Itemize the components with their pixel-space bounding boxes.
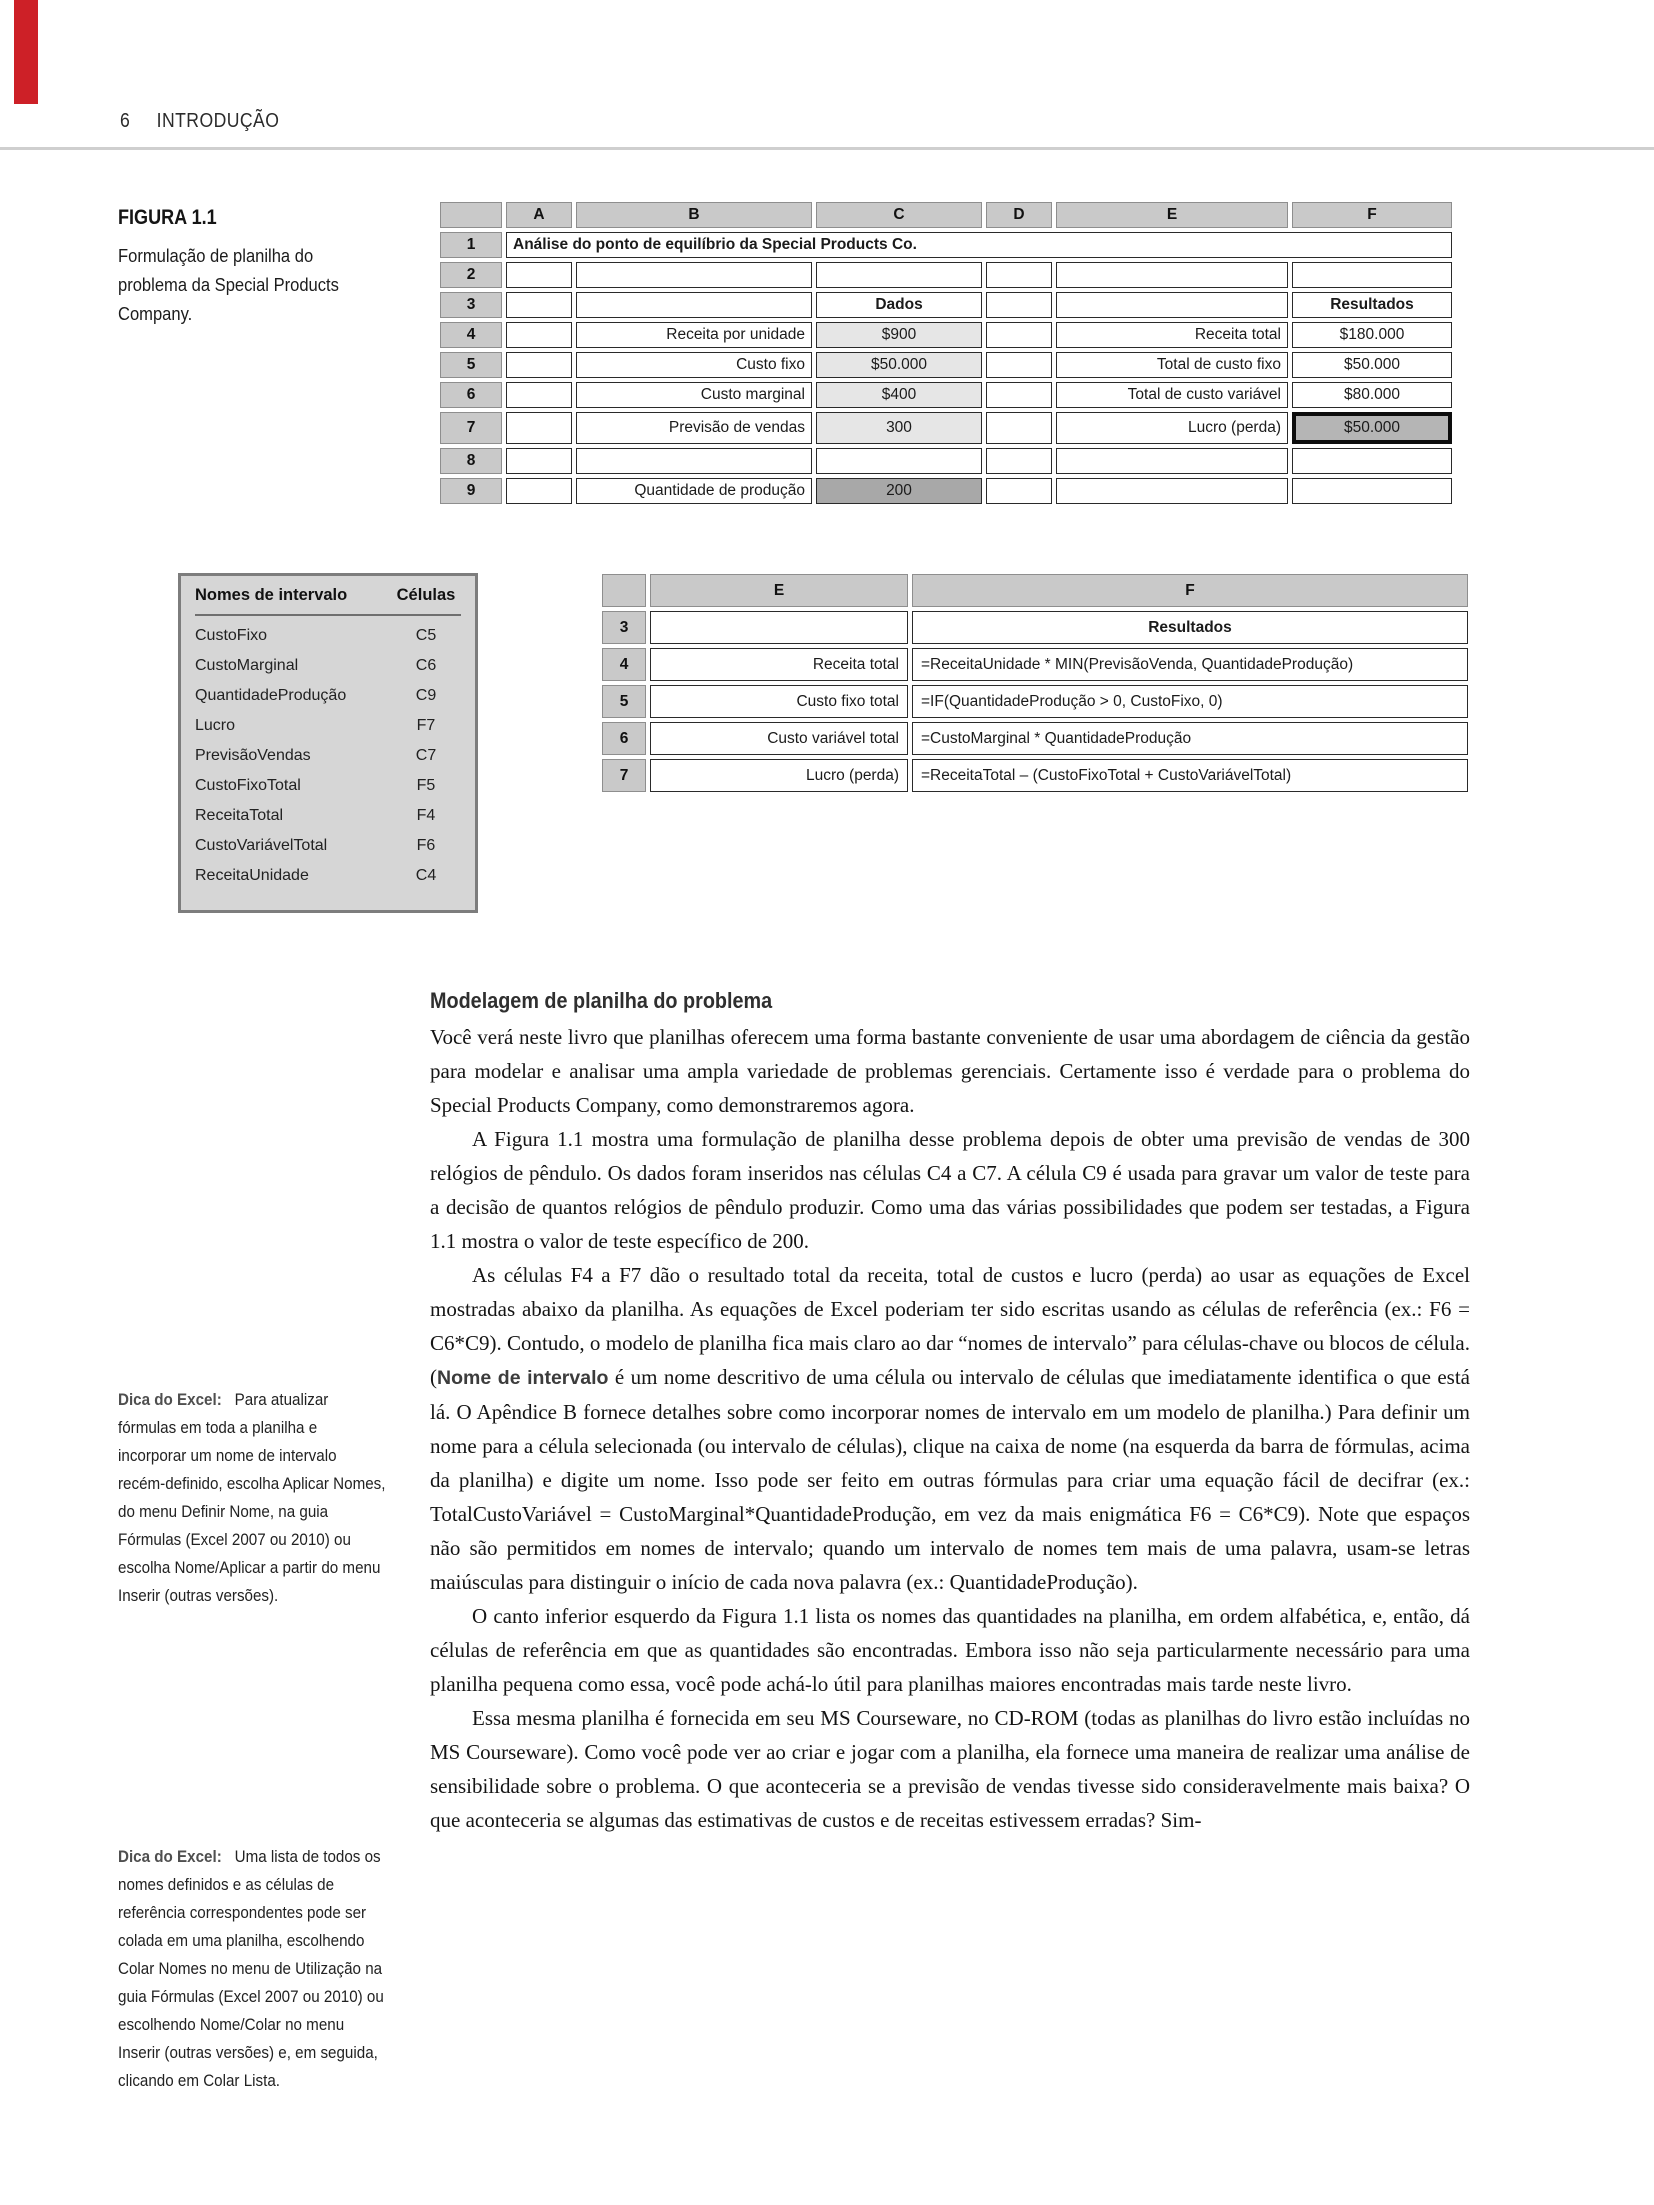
paragraph-3-lead: As células F4 a F7 dão o resultado total da receita, total de custos e lucro (perda) ao usar as equações de Excel mostradas abaixo da planilha. As equações de Excel poderiam ter sido escritas usando as células de referência (ex.: F6 = C6*C9). Contudo, o modelo de planilha fica mais claro ao dar “nomes de intervalo” para células-chave ou blocos de célula. ( [430,1263,1470,1389]
row-header-2: 2 [440,262,502,288]
col-header-D: D [986,202,1052,228]
range-name: CustoFixo [195,627,268,644]
cell-B5: Custo fixo [576,352,812,378]
range-name: Lucro [195,717,236,734]
cell-B7: Previsão de vendas [576,412,812,444]
formula-col-header-F: F [912,574,1468,607]
cell-E6: Total de custo variável [1056,382,1288,408]
cell-D7 [986,412,1052,444]
range-name: CustoVariávelTotal [195,837,328,854]
col-header-E: E [1056,202,1288,228]
page-edge-tab [14,0,38,104]
range-name-row [195,621,461,651]
row-header-6: 6 [440,382,502,408]
formula-cell-F5: =IF(QuantidadeProdução > 0, CustoFixo, 0) [912,685,1468,718]
range-name-row [195,681,461,711]
range-name-row [195,831,461,861]
row-header-3: 3 [440,292,502,318]
range-names-title: Nomes de intervalo [195,586,348,604]
cell-A3 [506,292,572,318]
cell-F4: $180.000 [1292,322,1452,348]
cell-A2 [506,262,572,288]
range-name: PrevisãoVendas [195,747,311,764]
cell-C7: 300 [816,412,982,444]
formula-cell-E6: Custo variável total [650,722,908,755]
formula-row-header-7: 7 [602,759,646,792]
cell-title-A1: Análise do ponto de equilíbrio da Special Products Co. [506,232,1452,258]
formula-table [598,570,1472,796]
range-name: CustoFixoTotal [195,777,301,794]
paragraph-4: O canto inferior esquerdo da Figura 1.1 lista os nomes das quantidades na planilha, em ordem alfabética, e, então, dá células de referência em que as quantidades são encontradas. Embora isso não seja particularmente necessário para uma planilha pequena como essa, você pode achá-lo útil para planilhas maiores encontradas mais tarde neste livro. [430,1604,1470,1696]
cell-D3 [986,292,1052,318]
cell-E4: Receita total [1056,322,1288,348]
cell-A7 [506,412,572,444]
excel-tip-text: Para atualizar fórmulas em toda a planilha e incorporar um nome de intervalo recém-definido, escolha Aplicar Nomes, do menu Definir Nome, na guia Fórmulas (Excel 2007 ou 2010) ou escolha Nome/Aplicar a partir do menu Inserir (outras versões). [118,1391,386,1605]
cell-B6: Custo marginal [576,382,812,408]
range-name-row [195,771,461,801]
cell-C5: $50.000 [816,352,982,378]
row-header-7: 7 [440,412,502,444]
formula-cell-F3: Resultados [912,611,1468,644]
range-cell-ref: C5 [415,627,437,644]
body-text [430,1020,1470,1837]
excel-tip-2 [118,1843,387,2095]
col-header-B: B [576,202,812,228]
cell-D8 [986,448,1052,474]
range-names-cells-header: Células [396,586,456,604]
formula-cell-E5: Custo fixo total [650,685,908,718]
excel-tip-text: Uma lista de todos os nomes definidos e as células de referência correspondentes pode ser colada em uma planilha, escolhendo Colar Nomes no menu de Utilização na guia Fórmulas (Excel 2007 ou 2010) ou escolhendo Nome/Colar no menu Inserir (outras versões) e, em seguida, clicando em Colar Lista. [118,1848,384,2090]
formula-cell-F4: =ReceitaUnidade * MIN(PrevisãoVenda, QuantidadeProdução) [912,648,1468,681]
cell-A6 [506,382,572,408]
figure-caption-text: Formulação de planilha do problema da Special Products Company. [118,246,339,324]
cell-E2 [1056,262,1288,288]
range-name: QuantidadeProdução [195,687,347,704]
range-cell-ref: F7 [416,717,436,734]
formula-cell-E4: Receita total [650,648,908,681]
range-cell-ref: C4 [415,867,437,884]
paragraph-3 [430,1258,1470,1599]
row-header-8: 8 [440,448,502,474]
cell-C6: $400 [816,382,982,408]
col-header-A: A [506,202,572,228]
row-header-5: 5 [440,352,502,378]
paragraph-2: A Figura 1.1 mostra uma formulação de planilha desse problema depois de obter uma previsão de vendas de 300 relógios de pêndulo. Os dados foram inseridos nas células C4 a C7. A célula C9 é usada para gravar um valor de teste para a decisão de quantos relógios de pêndulo produzir. Como uma das várias possibilidades que podem ser testadas, a Figura 1.1 mostra o valor de teste específico de 200. [430,1127,1470,1253]
cell-C4: $900 [816,322,982,348]
formula-col-header-E: E [650,574,908,607]
corner-cell [440,202,502,228]
range-cell-ref: F6 [416,837,436,854]
paragraph-3-tail: é um nome descritivo de uma célula ou intervalo de células que imediatamente identifica o que está lá. O Apêndice B fornece detalhes sobre como incorporar nomes de intervalo em um modelo de planilha.) Para definir um nome para a célula selecionada (ou intervalo de células), clique na caixa de nome (na esquerda da barra de fórmulas, acima da planilha) e digite um nome. Isso pode ser feito em outras fórmulas para criar uma equação fácil de decifrar (ex.: TotalCustoVariável = CustoMarginal*QuantidadeProdução, em vez da mais enigmática F6 = C6*C9). Note que espaços não são permitidos em nomes de intervalo; quando um intervalo de nomes tem mais de uma palavra, usam-se letras maiúsculas para distinguir o início de cada nova palavra (ex.: QuantidadeProdução). [430,1365,1471,1594]
header-rule [0,147,1654,150]
range-cell-ref: C7 [415,747,437,764]
formula-cell-F6: =CustoMarginal * QuantidadeProdução [912,722,1468,755]
cell-D5 [986,352,1052,378]
cell-A8 [506,448,572,474]
paragraph-1: Você verá neste livro que planilhas oferecem uma forma bastante conveniente de usar uma abordagem de ciência da gestão para modelar e analisar uma ampla variedade de problemas gerenciais. Certamente isso é verdade para o problema do Special Products Company, como demonstraremos agora. [430,1025,1470,1117]
range-name: ReceitaUnidade [195,867,309,884]
formula-row-header-5: 5 [602,685,646,718]
figure-label: FIGURA 1.1 [118,206,217,229]
formula-cell-F7: =ReceitaTotal – (CustoFixoTotal + CustoVariávelTotal) [912,759,1468,792]
row-header-1: 1 [440,232,502,258]
cell-F5: $50.000 [1292,352,1452,378]
cell-B4: Receita por unidade [576,322,812,348]
range-name-row [195,651,461,681]
range-names-panel [178,573,478,913]
range-name: CustoMarginal [195,657,299,674]
range-name: ReceitaTotal [195,807,284,824]
excel-tip-label: Dica do Excel: [118,1848,222,1866]
range-cell-ref: C6 [415,657,437,674]
cell-E9 [1056,478,1288,504]
cell-C2 [816,262,982,288]
cell-E3 [1056,292,1288,318]
formula-corner-cell [602,574,646,607]
range-names-header [195,586,461,616]
row-header-9: 9 [440,478,502,504]
cell-D4 [986,322,1052,348]
chapter-title: INTRODUÇÃO [156,110,280,132]
formula-row-header-4: 4 [602,648,646,681]
cell-F8 [1292,448,1452,474]
col-header-F: F [1292,202,1452,228]
spreadsheet-figure [436,198,1456,508]
range-cell-ref: F4 [416,807,436,824]
formula-cell-E7: Lucro (perda) [650,759,908,792]
cell-E8 [1056,448,1288,474]
formula-row-header-6: 6 [602,722,646,755]
cell-A5 [506,352,572,378]
range-name-row [195,861,461,891]
excel-tip-label: Dica do Excel: [118,1391,222,1409]
row-header-4: 4 [440,322,502,348]
cell-F3: Resultados [1292,292,1452,318]
paragraph-5: Essa mesma planilha é fornecida em seu MS Courseware, no CD-ROM (todas as planilhas do livro estão incluídas no MS Courseware). Como você pode ver ao criar e jogar com a planilha, ela fornece uma maneira de realizar uma análise de sensibilidade sobre o problema. O que aconteceria se a previsão de vendas tivesse sido consideravelmente mais baixa? O que aconteceria se algumas das estimativas de custos e de receitas estivessem erradas? Sim- [430,1706,1470,1832]
section-heading: Modelagem de planilha do problema [430,988,773,1013]
range-name-term: Nome de intervalo [437,1367,609,1389]
cell-A4 [506,322,572,348]
formula-cell-E3 [650,611,908,644]
cell-F2 [1292,262,1452,288]
cell-E7: Lucro (perda) [1056,412,1288,444]
page-number: 6 [120,110,131,132]
range-name-row [195,741,461,771]
cell-F6: $80.000 [1292,382,1452,408]
cell-B3 [576,292,812,318]
range-name-row [195,801,461,831]
running-head [120,110,279,133]
cell-B9: Quantidade de produção [576,478,812,504]
range-name-row [195,711,461,741]
cell-B8 [576,448,812,474]
cell-D2 [986,262,1052,288]
cell-C3: Dados [816,292,982,318]
cell-B2 [576,262,812,288]
range-cell-ref: F5 [416,777,436,794]
cell-E5: Total de custo fixo [1056,352,1288,378]
cell-F9 [1292,478,1452,504]
excel-tip-1 [118,1386,387,1610]
cell-F7-selected: $50.000 [1292,412,1452,444]
cell-D6 [986,382,1052,408]
cell-A9 [506,478,572,504]
range-cell-ref: C9 [415,687,437,704]
col-header-C: C [816,202,982,228]
cell-C8 [816,448,982,474]
cell-D9 [986,478,1052,504]
cell-C9: 200 [816,478,982,504]
formula-row-header-3: 3 [602,611,646,644]
figure-caption [118,206,418,329]
